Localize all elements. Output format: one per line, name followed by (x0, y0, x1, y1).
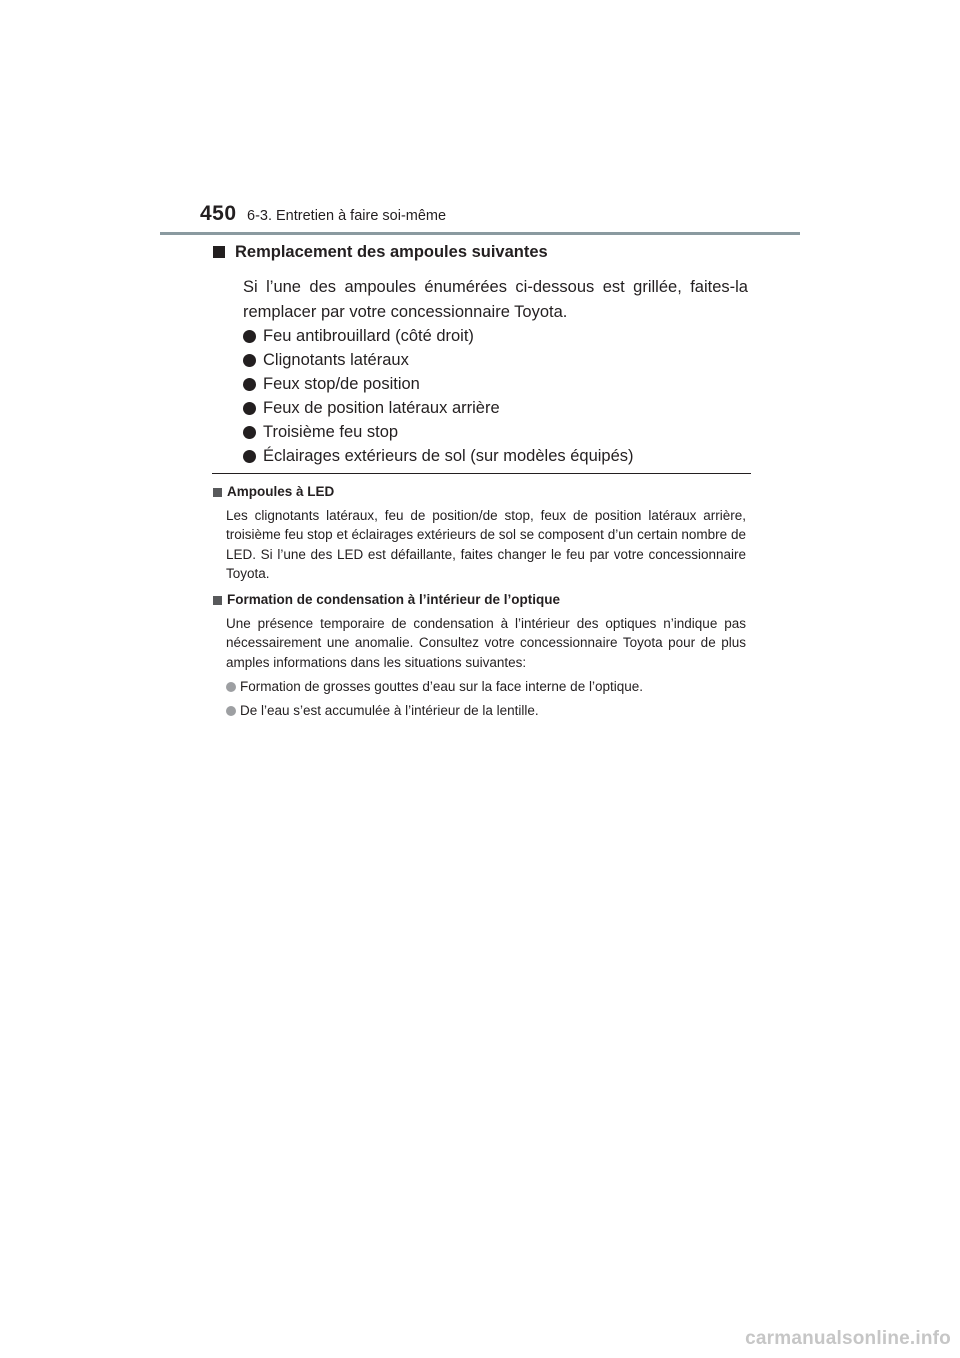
bullet-dot-icon (226, 706, 236, 716)
note-bullet-list (226, 677, 746, 720)
bullet-dot-icon (243, 378, 256, 391)
square-bullet-icon (213, 488, 222, 497)
list-item-text: Formation de grosses gouttes d’eau sur la face interne de l’optique. (240, 679, 643, 695)
list-item (243, 444, 748, 468)
bullet-dot-icon (243, 426, 256, 439)
bulb-list (212, 324, 748, 468)
list-item (243, 324, 748, 348)
list-item-text: Feux stop/de position (263, 375, 420, 393)
note-heading (212, 591, 746, 609)
note-body: Une présence temporaire de condensation à l’intérieur des optiques n’indique pas nécessairement une anomalie. Consultez votre concessionnaire Toyota pour de plus amples informations dans les situations suivantes: (226, 616, 746, 670)
list-item-text: De l’eau s’est accumulée à l’intérieur de la lentille. (240, 703, 539, 719)
list-item-text: Feu antibrouillard (côté droit) (263, 327, 474, 345)
list-item (226, 701, 746, 720)
list-item (243, 420, 748, 444)
note-heading (212, 483, 746, 501)
list-item (243, 372, 748, 396)
note-heading-text: Ampoules à LED (227, 484, 335, 499)
square-bullet-icon (213, 246, 225, 258)
bullet-dot-icon (226, 682, 236, 692)
bullet-dot-icon (243, 354, 256, 367)
section-title: 6-3. Entretien à faire soi-même (247, 208, 447, 224)
list-item-text: Troisième feu stop (263, 423, 399, 441)
note-heading-text: Formation de condensation à l’intérieur de l’optique (227, 592, 561, 608)
main-heading-text: Remplacement des ampoules suivantes (235, 243, 548, 261)
watermark: carmanualsonline.info (745, 1328, 951, 1349)
bullet-dot-icon (243, 330, 256, 343)
list-item (226, 677, 746, 696)
list-item-text: Feux de position latéraux arrière (263, 399, 500, 417)
bullet-dot-icon (243, 450, 256, 463)
note-condensation (212, 591, 746, 720)
main-heading (212, 241, 748, 263)
notes-section (212, 483, 746, 720)
page-number: 450 (200, 202, 237, 225)
list-item (243, 348, 748, 372)
main-section (212, 241, 748, 468)
main-intro: Si l’une des ampoules énumérées ci-dessous est grillée, faites-la remplacer par votre concessionnaire Toyota. (243, 278, 748, 321)
notes-divider (212, 473, 751, 474)
square-bullet-icon (213, 596, 222, 605)
list-item-text: Clignotants latéraux (263, 351, 409, 369)
bullet-dot-icon (243, 402, 256, 415)
list-item-text: Éclairages extérieurs de sol (sur modèles équipés) (263, 447, 634, 465)
list-item (243, 396, 748, 420)
note-body: Les clignotants latéraux, feu de position/de stop, feux de position latéraux arrière, troisième feu stop et éclairages extérieurs de sol se composent d’un certain nombre de LED. Si l’une des LED est défaillante, faites changer le feu par votre concessionnaire Toyota. (226, 508, 746, 581)
note-led (212, 483, 746, 583)
header-divider (160, 232, 800, 235)
